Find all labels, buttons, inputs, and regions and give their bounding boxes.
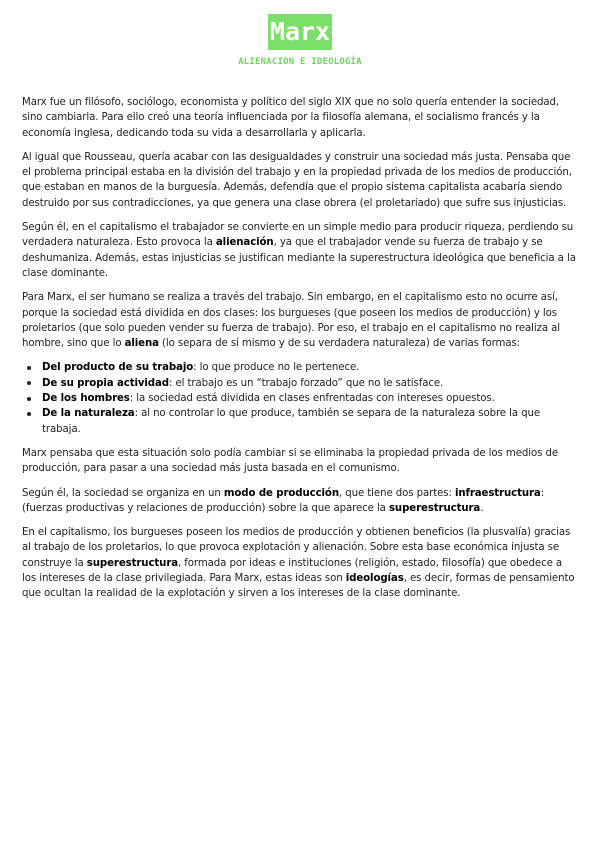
page-title: Marx [268, 14, 332, 50]
list-item [42, 360, 578, 375]
list-item [42, 376, 578, 391]
paragraph-mode-of-production [22, 486, 578, 517]
paragraph-intro: Marx fue un filósofo, sociólogo, economista y político del siglo XIX que no solo quería entender la sociedad, sino cambiarla. Para ello creó una teoría influenciada por la filosofía alemana, el socialismo francés y la economía inglesa, dedicando toda su vida a desarrollarla y aplicarla. [22, 97, 560, 139]
text-segment: , que tiene dos partes: [338, 487, 455, 499]
text-segment: (lo separa de sí mismo y de su verdadera naturaleza) de varias formas: [158, 338, 520, 350]
page-subtitle: ALIENACIÓN E IDEOLOGÍA [238, 57, 362, 67]
bold-term: infraestructura [454, 487, 541, 499]
list-item-bold: Del producto de su trabajo [42, 362, 194, 374]
bold-term: superestructura [388, 502, 481, 514]
text-segment: Según él, en el capitalismo el trabajador se convierte en un simple medio para producir riqueza, perdiendo su verdadera naturaleza. Esto provoca la [22, 222, 574, 249]
alienation-forms-list [22, 360, 578, 436]
list-item-text: : lo que produce no le pertenece. [193, 362, 360, 374]
list-item-bold: De la naturaleza [42, 408, 135, 420]
document-body [22, 95, 578, 611]
list-item-bold: De su propia actividad [42, 377, 169, 389]
paragraph-inequality: Al igual que Rousseau, quería acabar con las desigualdades y construir una sociedad más justa. Pensaba que el problema principal estaba en la división del trabajo y en la propiedad privada de los medios de producción, que estaban en manos de la burguesía. Además, defendía que el propio sistema capitalista acabaría siendo destruido por sus contradicciones, ya que genera una clase obrera (el proletariado) que sufre sus injusticias. [22, 151, 572, 209]
list-item-text: : al no controlar lo que produce, también se separa de la naturaleza sobre la que trabaja. [42, 408, 541, 435]
list-item-text: : el trabajo es un “trabajo forzado” que no le satisface. [168, 377, 444, 389]
text-segment: , ya que el trabajador vende su fuerza de trabajo y se deshumaniza. Además, estas injusticias se justifican mediante la superestructura ideológica que beneficia a la clase dominante. [22, 237, 576, 279]
list-item [42, 391, 578, 406]
bold-term: superestructura [86, 557, 179, 569]
text-segment: Para Marx, el ser humano se realiza a través del trabajo. Sin embargo, en el capitalismo esto no ocurre así, porque la sociedad está dividida en dos clases: los burgueses (que poseen los medios de producción) y los proletarios (que solo pueden vender su fuerza de trabajo). Por eso, el trabajo en el capitalismo no realiza al hombre, sino que lo [22, 292, 561, 350]
document-header [0, 14, 600, 67]
bold-term: ideologías [345, 573, 404, 585]
list-item-bold: De los hombres [42, 393, 130, 405]
paragraph-communism: Marx pensaba que esta situación solo podía cambiar si se eliminaba la propiedad privada de los medios de producción, para pasar a una sociedad más justa basada en el comunismo. [22, 447, 558, 475]
bold-term: aliena [124, 338, 159, 350]
paragraph-alienation [22, 220, 578, 281]
bold-term: alienación [215, 237, 274, 249]
paragraph-ideology [22, 525, 578, 601]
text-segment: Según él, la sociedad se organiza en un [22, 487, 224, 499]
text-segment: , formada por ideas e instituciones (religión, estado, filosofía) que obedece a los intereses de la clase privilegiada. Para Marx, estas ideas son [22, 557, 563, 585]
paragraph-work [22, 290, 578, 351]
list-item-text: : la sociedad está dividida en clases enfrentadas con intereses opuestos. [129, 393, 495, 405]
bold-term: modo de producción [223, 487, 339, 499]
text-segment: , es decir, formas de pensamiento que ocultan la realidad de la explotación y sirven a los intereses de la clase dominante. [22, 573, 575, 600]
text-segment: : (fuerzas productivas y relaciones de producción) sobre la que aparece la [22, 487, 545, 514]
text-segment: En el capitalismo, los burgueses poseen los medios de producción y obtienen beneficios (la plusvalía) gracias al trabajo de los proletarios, lo que provoca explotación y alienación. Sobre esta base económica injusta se construye la [22, 527, 571, 569]
list-item [42, 406, 578, 437]
text-segment: . [480, 502, 484, 514]
